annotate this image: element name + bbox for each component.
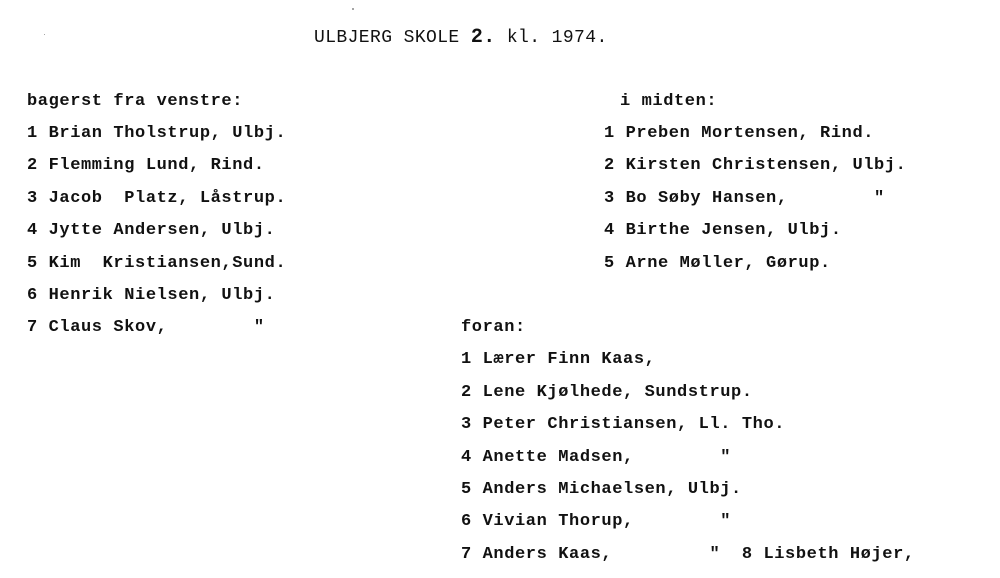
front-entry: 7 Anders Kaas, " 8 Lisbeth Højer, <box>461 545 915 564</box>
left-entry: 4 Jytte Andersen, Ulbj. <box>27 221 276 240</box>
left-column-heading: bagerst fra venstre: <box>27 92 244 111</box>
middle-entry: 3 Bo Søby Hansen, " <box>604 189 885 208</box>
front-entry: 2 Lene Kjølhede, Sundstrup. <box>461 383 753 402</box>
front-entry: 4 Anette Madsen, " <box>461 448 732 467</box>
front-group-heading: foran: <box>461 318 526 337</box>
front-entry: 1 Lærer Finn Kaas, <box>461 350 656 369</box>
left-entry: 3 Jacob Platz, Låstrup. <box>27 189 287 208</box>
left-entry: 1 Brian Tholstrup, Ulbj. <box>27 124 287 143</box>
front-entry: 6 Vivian Thorup, " <box>461 512 732 531</box>
middle-entry: 5 Arne Møller, Gørup. <box>604 254 831 273</box>
title-class: 2. <box>470 26 496 49</box>
title-kl: kl. <box>506 28 541 48</box>
title-year: 1974. <box>551 28 608 48</box>
scan-speck <box>44 34 45 35</box>
scan-speck <box>352 8 354 10</box>
front-entry: 5 Anders Michaelsen, Ulbj. <box>461 480 742 499</box>
left-entry: 6 Henrik Nielsen, Ulbj. <box>27 286 276 305</box>
middle-group-heading: i midten: <box>620 92 718 111</box>
middle-entry: 2 Kirsten Christensen, Ulbj. <box>604 156 907 175</box>
left-entry: 7 Claus Skov, " <box>27 318 265 337</box>
title-school: ULBJERG SKOLE <box>314 28 460 48</box>
middle-entry: 1 Preben Mortensen, Rind. <box>604 124 875 143</box>
document-title <box>314 26 608 49</box>
front-entry: 3 Peter Christiansen, Ll. Tho. <box>461 415 786 434</box>
left-entry: 5 Kim Kristiansen,Sund. <box>27 254 287 273</box>
left-entry: 2 Flemming Lund, Rind. <box>27 156 265 175</box>
middle-entry: 4 Birthe Jensen, Ulbj. <box>604 221 842 240</box>
